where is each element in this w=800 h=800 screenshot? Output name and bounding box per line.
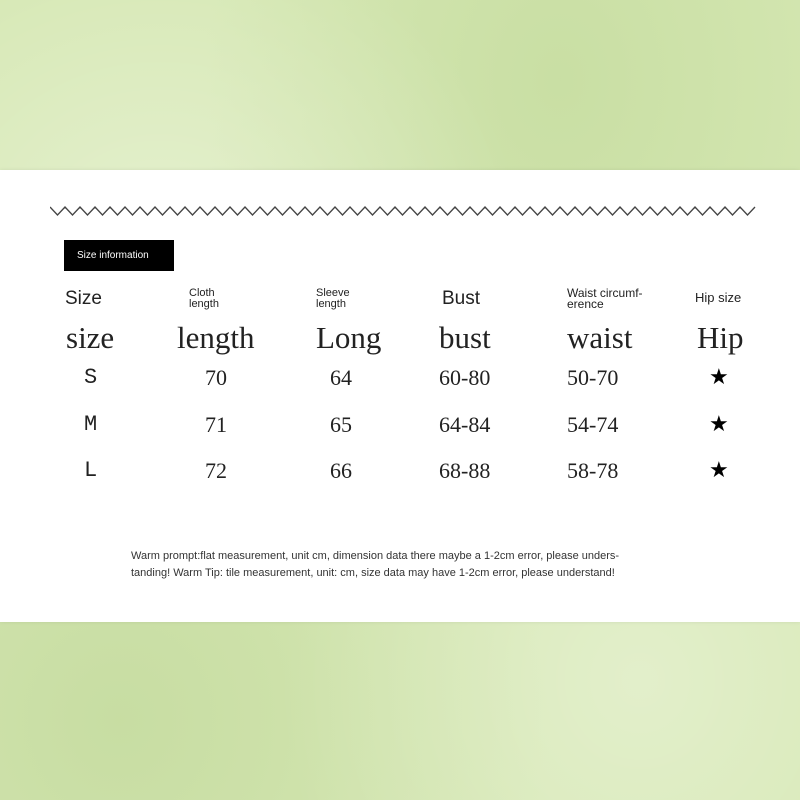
label-length: length bbox=[177, 320, 255, 355]
header-hip-size: Hip size bbox=[695, 290, 742, 305]
header-waist-circumference bbox=[567, 288, 643, 310]
cell-bust: 60-80 bbox=[439, 365, 491, 390]
cell-size: M bbox=[84, 412, 98, 437]
size-chart-card bbox=[0, 170, 800, 622]
header-sleeve-line2: length bbox=[316, 298, 346, 310]
cell-length: 71 bbox=[205, 412, 227, 437]
note-line-1: Warm prompt:flat measurement, unit cm, dimension data there maybe a 1-2cm error, please unders- bbox=[131, 550, 620, 562]
cell-bust: 64-84 bbox=[439, 412, 491, 437]
star-icon: ★ bbox=[709, 365, 729, 390]
label-bust: bust bbox=[439, 320, 491, 355]
cell-length: 72 bbox=[205, 458, 227, 483]
header-size: Size bbox=[65, 288, 102, 309]
note-line-2: tanding! Warm Tip: tile measurement, unit: cm, size data may have 1-2cm error, please understand! bbox=[131, 567, 615, 579]
badge-label: Size information bbox=[77, 250, 149, 261]
zigzag-divider bbox=[50, 204, 762, 218]
label-size: size bbox=[66, 320, 115, 355]
cell-length: 70 bbox=[205, 365, 227, 390]
cell-waist: 50-70 bbox=[567, 365, 619, 390]
label-waist: waist bbox=[567, 320, 633, 355]
label-long: Long bbox=[316, 320, 382, 355]
cell-size: S bbox=[84, 365, 98, 390]
header-cloth-line1: Cloth bbox=[189, 287, 215, 299]
header-bust: Bust bbox=[442, 288, 481, 309]
cell-size: L bbox=[84, 458, 98, 483]
measurement-note bbox=[131, 548, 711, 582]
header-sleeve-length bbox=[316, 288, 350, 310]
cell-sleeve: 65 bbox=[330, 412, 352, 437]
label-hip: Hip bbox=[697, 320, 744, 355]
star-icon: ★ bbox=[709, 412, 729, 437]
cell-waist: 54-74 bbox=[567, 412, 619, 437]
header-sleeve-line1: Sleeve bbox=[316, 287, 350, 299]
cell-waist: 58-78 bbox=[567, 458, 619, 483]
cell-bust: 68-88 bbox=[439, 458, 491, 483]
header-waist-line2: erence bbox=[567, 297, 604, 311]
size-information-badge bbox=[64, 240, 174, 271]
header-cloth-line2: length bbox=[189, 298, 219, 310]
header-waist-line1: Waist circumf- bbox=[567, 286, 643, 300]
cell-sleeve: 64 bbox=[330, 365, 352, 390]
star-icon: ★ bbox=[709, 458, 729, 483]
cell-sleeve: 66 bbox=[330, 458, 352, 483]
header-cloth-length bbox=[189, 288, 219, 310]
